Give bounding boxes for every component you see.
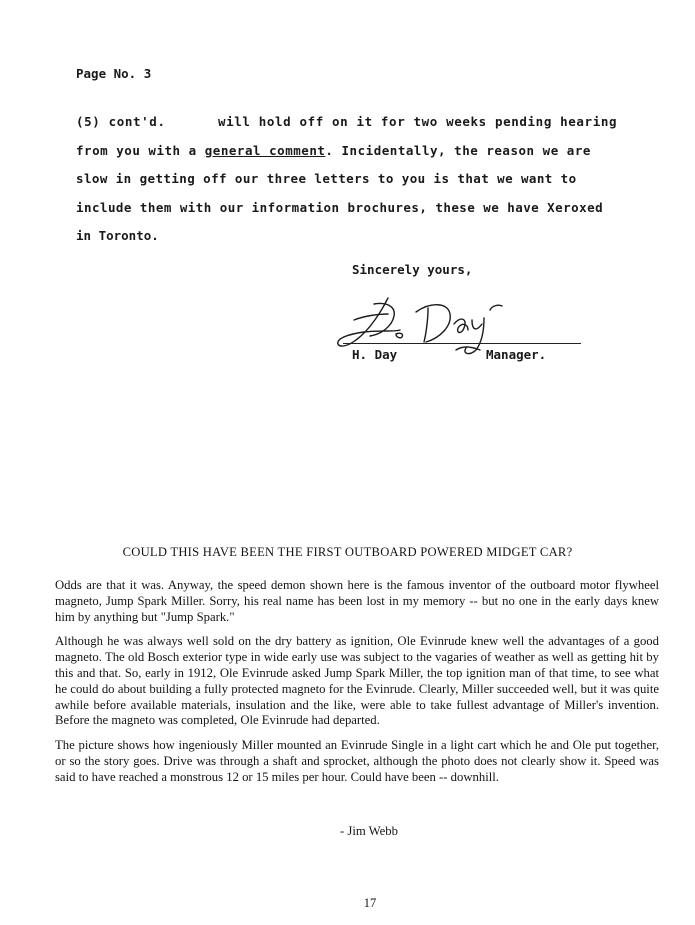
letter-line: from you with a general comment. Incidentally, the reason we are bbox=[76, 142, 591, 158]
article-title: COULD THIS HAVE BEEN THE FIRST OUTBOARD POWERED MIDGET CAR? bbox=[122, 545, 573, 559]
letter-page-number: Page No. 3 bbox=[76, 66, 152, 81]
underlined-phrase: general comment bbox=[204, 142, 326, 158]
letter-line: (5) cont'd. will hold off on it for two weeks pending hearing bbox=[76, 108, 636, 137]
article-author: - Jim Webb bbox=[340, 824, 398, 838]
letter-body bbox=[76, 108, 636, 251]
signer-title: Manager. bbox=[486, 347, 547, 362]
signature-line bbox=[343, 343, 581, 344]
section-label: (5) cont'd. bbox=[76, 114, 166, 129]
article-paragraph: Odds are that it was. Anyway, the speed demon shown here is the famous inventor of the outboard motor flywheel magneto, Jump Spark Miller. Sorry, his real name has been lost in my memory -- but no one in the early days knew him by anything but "Jump Spark." bbox=[55, 578, 659, 624]
signer-name: H. Day bbox=[352, 347, 398, 362]
article-paragraph: Although he was always well sold on the dry battery as ignition, Ole Evinrude knew well the advantages of a good magneto. The old Bosch exterior type in wide early use was subject to the vagaries of weather as well as getting hit by this and that. So, early in 1912, Ole Evinrude asked Jump Spark Miller, the top ignition man of that time, to see what he could do about building a fully protected magneto for the Evinrude. Clearly, Miller succeeded well, but it was quite awhile before available materials, insulation and the like, were able to take fullest advantage of Miller's invention. Before the magneto was completed, Ole Evinrude had departed. bbox=[55, 634, 659, 728]
page-number: 17 bbox=[363, 896, 377, 910]
article-body bbox=[55, 578, 659, 795]
letter-line: include them with our information brochures, these we have Xeroxed bbox=[76, 199, 604, 215]
letter-line: in Toronto. bbox=[76, 228, 159, 243]
letter-closing: Sincerely yours, bbox=[352, 262, 473, 277]
letter-line: slow in getting off our three letters to you is that we want to bbox=[76, 171, 577, 186]
article-paragraph: The picture shows how ingeniously Miller mounted an Evinrude Single in a light cart which he and Ole put together, or so the story goes. Drive was through a shaft and sprocket, although the photo does not clearly show it. Speed was said to have reached a monstrous 12 or 15 miles per hour. Could have been -- downhill. bbox=[55, 738, 659, 784]
